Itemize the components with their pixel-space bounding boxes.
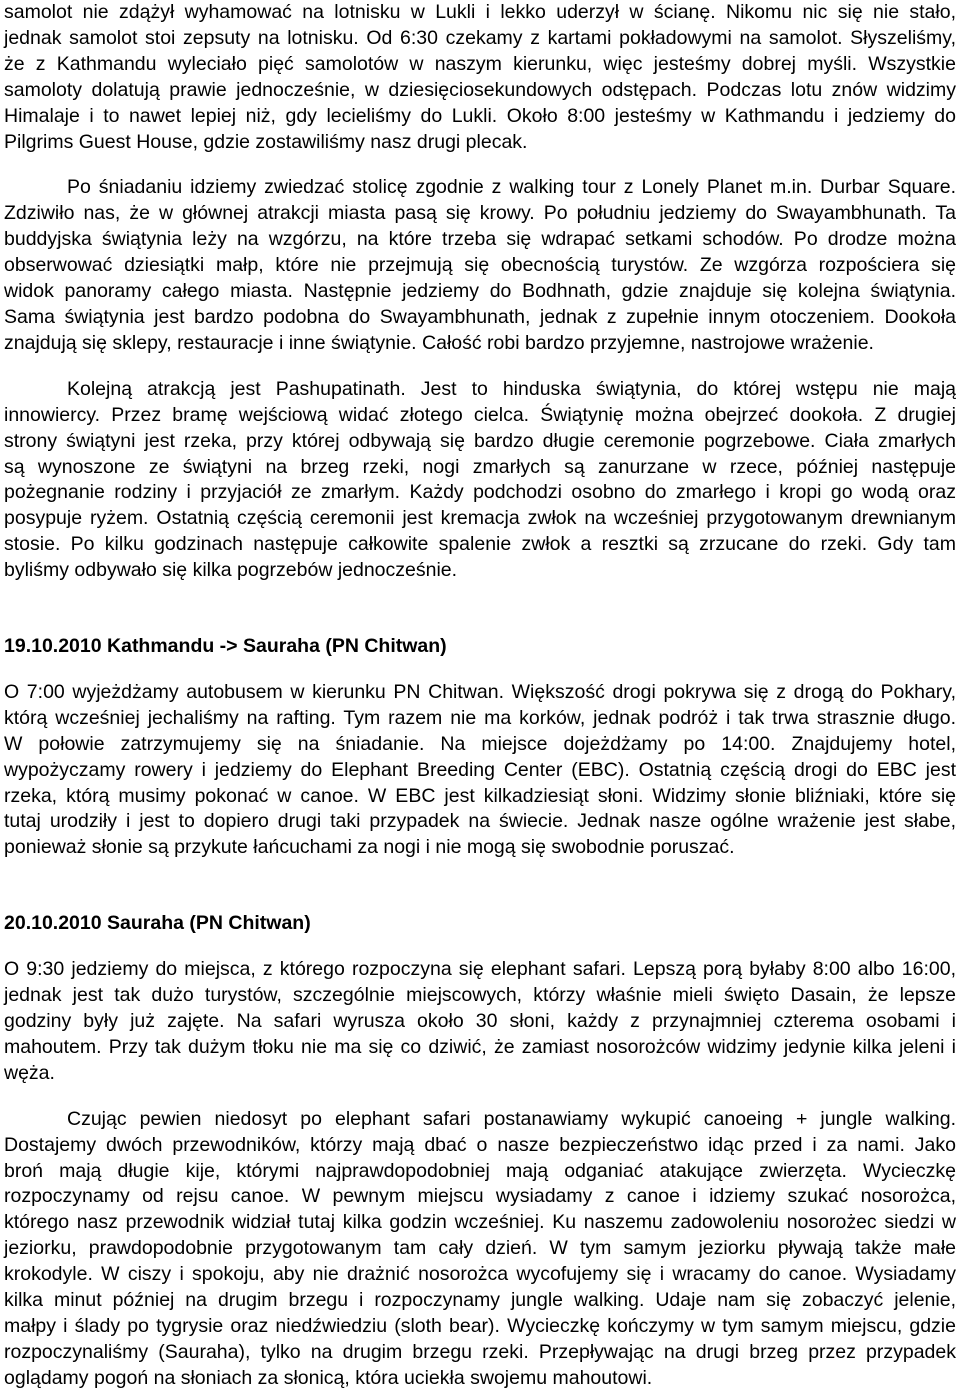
- text-line: buddyjska świątynia leży na wzgórzu, na które trzeba się wdrapać setkami schodów. Po drodze można: [4, 228, 956, 251]
- text-line: jednak jest tak dużo turystów, szczególnie miejscowych, którzy właśnie mieli święto Dasain, że lepsze: [4, 984, 956, 1007]
- paragraph-trip-to-chitwan: [4, 680, 956, 861]
- document-body: [4, 0, 956, 1392]
- text-line: Zdziwiło nas, że w głównej atrakcji miasta pasą się krowy. Po południu jedziemy do Swayambhunath. Ta: [4, 202, 956, 225]
- text-line: oglądamy pogoń na słoniach za słonicą, która uciekła swojemu mahoutowi.: [4, 1366, 653, 1389]
- text-line: broń mają długie kije, którymi najprawdopodobniej mają odganiać atakujące zwierzęta. Wycieczkę: [4, 1159, 956, 1182]
- paragraph-kathmandu-sightseeing: [4, 175, 956, 356]
- text-line: rozpoczynamy od rejsu canoe. W pewnym miejscu wysiadamy z canoe i idziemy szukać nosorożca,: [4, 1185, 956, 1208]
- text-line: stosie. Po kilku godzinach następuje całkowite spalenie zwłok a resztki są zrzucane do rzeki. Gdy tam: [4, 533, 956, 556]
- text-line: samolot nie zdążył wyhamować na lotnisku w Lukli i lekko uderzył w ścianę. Nikomu nic się nie stało,: [4, 1, 956, 23]
- text-line: węża.: [4, 1061, 55, 1084]
- text-line: Po śniadaniu idziemy zwiedzać stolicę zgodnie z walking tour z Lonely Planet m.in. Durbar Square.: [67, 176, 956, 199]
- text-line: Dostajemy dwóch przewodników, którzy mają dbać o nasze bezpieczeństwo idąc przed i za nami. Jako: [4, 1133, 956, 1156]
- text-line: Czując pewien niedosyt po elephant safari postanawiamy wykupić canoeing + jungle walking.: [67, 1107, 956, 1130]
- text-line: innowiercy. Przez bramę wejściową widać złotego cielca. Świątynię można obejrzeć dookoła. Z drugiej: [4, 403, 956, 426]
- text-line: jednak samolot stoi zepsuty na lotnisku. Od 6:30 czekamy z kartami pokładowymi na samolot. Słyszeliśmy,: [4, 26, 956, 49]
- paragraph-elephant-safari: [4, 957, 956, 1087]
- text-line: rzeka, którą musimy pokonać w canoe. W EBC jest kilkadziesiąt słoni. Widzimy słonie bliźniaki, które się: [4, 784, 956, 807]
- paragraph-lukli-flight: [4, 0, 956, 155]
- text-line: strony świątyni jest rzeka, przy której odbywają się bardzo długie ceremonie pogrzebowe. Ciała zmarłych: [4, 429, 956, 452]
- text-line: O 7:00 wyjeżdżamy autobusem w kierunku PN Chitwan. Większość drogi pokrywa się z drogą do Pokhary,: [4, 680, 956, 703]
- text-line: ponieważ słonie są przykute łańcuchami za nogi i nie mogą się swobodnie poruszać.: [4, 836, 735, 859]
- text-line: W połowie zatrzymujemy się na śniadanie. Na miejsce dojeżdżamy po 14:00. Znajdujemy hotel,: [4, 732, 956, 755]
- text-line: wypożyczamy rowery i jedziemy do Elephant Breeding Center (EBC). Ostatnią częścią drogi do EBC jest: [4, 758, 956, 781]
- paragraph-canoeing-jungle-walk: [4, 1107, 956, 1392]
- text-line: mahoutem. Przy tak dużym tłoku nie ma się co dziwić, że zamiast nosorożców widzimy jedynie kilka jeleni i: [4, 1035, 956, 1058]
- text-line: Pilgrims Guest House, gdzie zostawiliśmy nasz drugi plecak.: [4, 130, 528, 153]
- paragraph-pashupatinath: [4, 377, 956, 584]
- text-line: Sama świątynia jest bardzo podobna do Swayambhunath, jednak z zupełnie innym otoczeniem. Dookoła: [4, 305, 956, 328]
- text-line: jeziorku, prawdopodobnie przygotowanym tam cały dzień. W tym samym jeziorku pływają także małe: [4, 1237, 956, 1260]
- section-heading-20-10-2010: [4, 911, 956, 937]
- text-line: kilka minut później na drugim brzegu i rozpoczynamy jungle walking. Udaje nam się zobaczyć jelenie,: [4, 1289, 956, 1312]
- text-line: obserwować dziesiątki małp, które nie przejmują się obecnością turystów. Ze wzgórza rozpościera się: [4, 254, 956, 277]
- text-line: O 9:30 jedziemy do miejsca, z którego rozpoczyna się elephant safari. Lepszą porą byłaby 8:00 albo 16:00,: [4, 958, 956, 981]
- text-line: Himalaje i to nawet lepiej niż, gdy lecieliśmy do Lukli. Około 8:00 jesteśmy w Kathmandu i jedziemy do: [4, 104, 956, 127]
- text-line: rozpoczynaliśmy (Sauraha), tylko na drugim brzegu rzeki. Przepływając na drugi brzeg przez przypadek: [4, 1340, 956, 1363]
- text-line: pożegnanie rodziny i przyjaciół ze zmarłym. Każdy podchodzi osobno do zmarłego i kropi go wodą oraz: [4, 481, 956, 504]
- text-line: samoloty dolatują prawie jednocześnie, w dziesięciosekundowych odstępach. Podczas lotu znów widzimy: [4, 78, 956, 101]
- text-line: znajdują się sklepy, restauracje i inne świątynie. Całość robi bardzo przyjemne, nastrojowe wrażenie.: [4, 331, 874, 354]
- text-line: małpy i ślady po tygrysie oraz niedźwiedziu (sloth bear). Wycieczkę kończymy w tym samym miejscu, gdzie: [4, 1314, 956, 1337]
- text-line: tutaj urodziły i jest to dopiero drugi taki przypadek na świecie. Jednak nasze ogólne wrażenie jest słabe,: [4, 810, 956, 833]
- section-heading-19-10-2010: [4, 634, 956, 660]
- text-line: byliśmy odbywało się kilka pogrzebów jednocześnie.: [4, 559, 458, 582]
- text-line: że z Kathmandu wyleciało pięć samolotów w naszym kierunku, więc jesteśmy dobrej myśli. Wszystkie: [4, 52, 956, 75]
- text-line: którą wcześniej jechaliśmy na rafting. Tym razem nie ma korków, jednak podróż i tak trwa strasznie długo.: [4, 706, 956, 729]
- text-line: krokodyle. W ciszy i spokoju, aby nie drażnić nosorożca wycofujemy się i wracamy do canoe. Wysiadamy: [4, 1263, 956, 1286]
- text-line: posypuje ryżem. Ostatnią częścią ceremonii jest kremacja zwłok na wcześniej przygotowanym drewnianym: [4, 507, 956, 530]
- heading-text: 19.10.2010 Kathmandu -> Sauraha (PN Chitwan): [4, 635, 447, 658]
- text-line: godziny były już zajęte. Na safari wyrusza około 30 słoni, każdy z przynajmniej czterema osobami i: [4, 1010, 956, 1032]
- text-line: którego nasz przewodnik widział tutaj kilka godzin wcześniej. Ku naszemu zadowoleniu nosorożec siedzi w: [4, 1211, 956, 1234]
- heading-text: 20.10.2010 Sauraha (PN Chitwan): [4, 912, 311, 935]
- text-line: są wynoszone ze świątyni na brzeg rzeki, nogi zmarłych są zanurzane w rzece, później następuje: [4, 455, 956, 478]
- text-line: widok panoramy całego miasta. Następnie jedziemy do Bodhnath, gdzie znajduje się kolejna świątynia.: [4, 280, 956, 303]
- text-line: Kolejną atrakcją jest Pashupatinath. Jest to hinduska świątynia, do której wstępu nie mają: [67, 377, 956, 400]
